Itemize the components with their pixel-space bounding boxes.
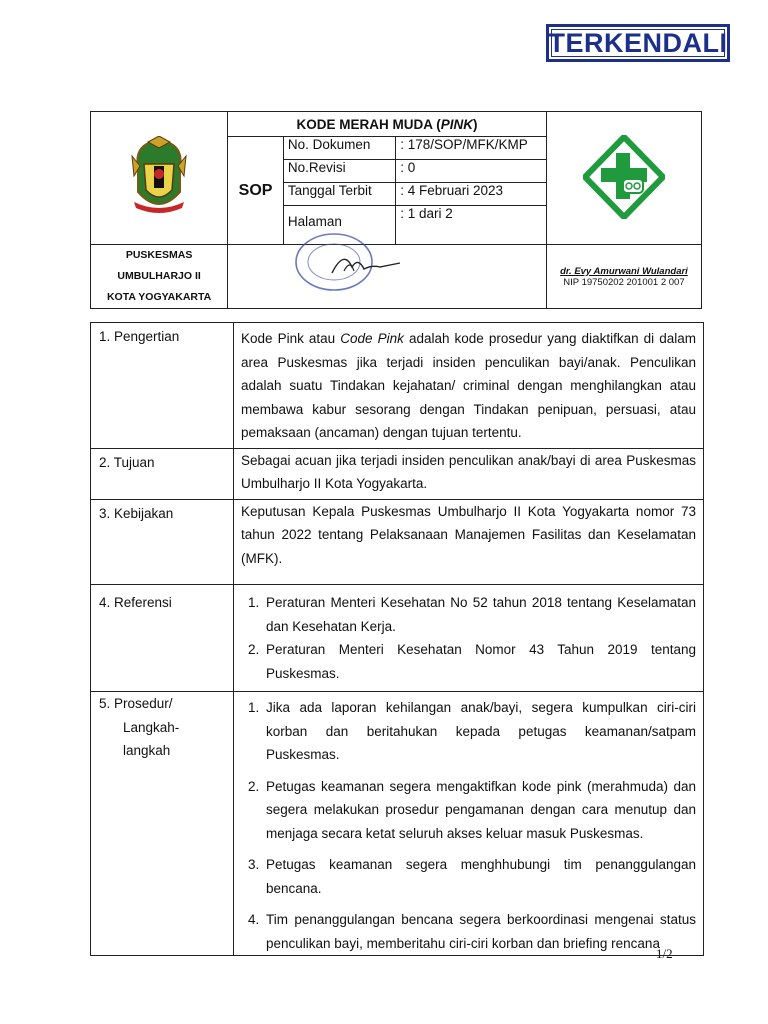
kebijakan-label: 3. Kebijakan [91, 499, 234, 585]
prosedur-list-cell [234, 692, 704, 956]
signer-name: dr. Evy Amurwani Wulandari [560, 265, 688, 277]
org-line-1: PUSKESMAS [125, 249, 193, 261]
no-revisi-label: No.Revisi [283, 160, 395, 183]
kebijakan-text: Keputusan Kepala Puskesmas Umbulharjo II Kota Yogyakarta nomor 73 tahun 2022 tentang Pelaksanaan Manajemen Fasilitas dan Keselamatan (MFK). [234, 499, 704, 585]
prosedur-item: 4. Tim penanggulangan bencana segera berkoordinasi mengenai status penculikan bayi, memberitahu ciri-ciri korban dan briefing rencana [263, 908, 696, 955]
no-revisi-value: : 0 [396, 160, 547, 183]
sop-content-table [90, 322, 704, 956]
referensi-label: 4. Referensi [91, 585, 234, 692]
puskesmas-logo-cell [546, 112, 701, 245]
prosedur-item: 3. Petugas keamanan segera menghhubungi tim penanggulangan bencana. [263, 853, 696, 900]
tujuan-text: Sebagai acuan jika terjadi insiden penculikan anak/bayi di area Puskesmas Umbulharjo II Kota Yogyakarta. [234, 448, 704, 499]
referensi-item: 2. Peraturan Menteri Kesehatan Nomor 43 Tahun 2019 tentang Puskesmas. [263, 638, 696, 685]
no-dokumen-value: : 178/SOP/MFK/KMP [396, 137, 547, 160]
organization-name [91, 245, 228, 309]
prosedur-list [241, 696, 696, 955]
terkendali-stamp [546, 24, 730, 62]
yogyakarta-emblem-icon [124, 136, 194, 218]
no-dokumen-label: No. Dokumen [283, 137, 395, 160]
signer-block [546, 245, 701, 309]
org-line-3: KOTA YOGYAKARTA [106, 291, 212, 303]
prosedur-item: 1. Jika ada laporan kehilangan anak/bayi, segera kumpulkan ciri-ciri korban dan beritahukan kepada petugas keamanan/satpam Puskesmas. [263, 696, 696, 767]
official-stamp-icon [292, 229, 402, 295]
prosedur-label: 5. Prosedur/ Langkah- langkah [91, 692, 234, 956]
referensi-list [241, 591, 696, 685]
pengertian-label: 1. Pengertian [91, 323, 234, 449]
page-number: 1/2 [656, 946, 673, 961]
referensi-list-cell [234, 585, 704, 692]
tanggal-terbit-value: : 4 Februari 2023 [396, 183, 547, 206]
tujuan-label: 2. Tujuan [91, 448, 234, 499]
document-title: KODE MERAH MUDA (PINK) [228, 112, 547, 137]
city-emblem-cell [91, 112, 228, 245]
halaman-label: Halaman [283, 206, 395, 245]
terkendali-text: TERKENDALI [548, 27, 728, 58]
sop-label: SOP [228, 137, 284, 245]
org-line-2: UMBULHARJO II [117, 270, 201, 282]
referensi-item: 1. Peraturan Menteri Kesehatan No 52 tahun 2018 tentang Keselamatan dan Kesehatan Kerja. [263, 591, 696, 638]
pengertian-text: Kode Pink atau Code Pink adalah kode prosedur yang diaktifkan di dalam area Puskesmas jika terjadi insiden penculikan bayi/anak. Penculikan adalah suatu Tindakan kejahatan/ criminal dengan menghilangkan atau membawa kabur sesorang dengan Tindakan penipuan, persuasi, atau pemaksaan (ancaman) dengan tujuan tertentu. [234, 323, 704, 449]
prosedur-item: 2. Petugas keamanan segera mengaktifkan kode pink (merahmuda) dan segera melakukan prosedur pengamanan dengan cara menutup dan menjaga secara ketat seluruh akses keluar masuk Puskesmas. [263, 775, 696, 846]
signer-nip: NIP 19750202 201001 2 007 [563, 276, 685, 288]
tanggal-terbit-label: Tanggal Terbit [283, 183, 395, 206]
official-stamp-text [10, 10, 11, 11]
halaman-value: : 1 dari 2 [396, 206, 547, 245]
puskesmas-logo-icon [583, 135, 665, 219]
